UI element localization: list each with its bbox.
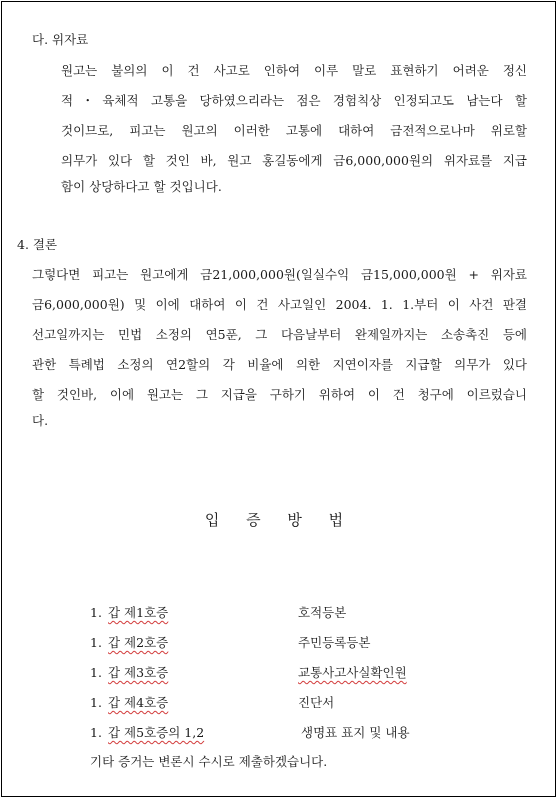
paragraph-line: 할 것인바, 이에 원고는 그 지급을 구하기 위하여 이 건 청구에 이르렀습니 (32, 387, 527, 402)
paragraph-line: 함이 상당하다고 할 것입니다. (61, 179, 222, 194)
evidence-label: 갑 제2호증 (108, 635, 169, 650)
paragraph-line: 그렇다면 피고는 원고에게 금21,000,000원(일실수익 금15,000,000원 + 위자료 (32, 267, 527, 282)
evidence-label: 갑 제3호증 (108, 665, 169, 680)
evidence-number: 1. (90, 725, 102, 740)
evidence-label: 갑 제5호증의 1,2 (108, 725, 205, 740)
evidence-number: 1. (90, 635, 102, 650)
paragraph-line: 의무가 있다 할 것인 바, 원고 홍길동에게 금6,000,000원의 위자료를 지급 (61, 153, 527, 168)
evidence-label: 갑 제4호증 (108, 695, 169, 710)
section-heading-consolation: 다. 위자료 (32, 32, 89, 47)
evidence-description: 주민등록등본 (298, 635, 371, 650)
section-heading-conclusion: 4. 결론 (17, 237, 58, 252)
evidence-title: 입 증 방 법 (204, 511, 355, 529)
paragraph-line: 다. (32, 413, 49, 428)
closing-statement: 기타 증거는 변론시 수시로 제출하겠습니다. (90, 754, 328, 769)
evidence-description: 진단서 (298, 695, 335, 710)
paragraph-line: 금6,000,000원) 및 이에 대하여 이 건 사고일인 2004. 1. 1.부터 이 사건 판결 (32, 297, 527, 312)
paragraph-line: 것이므로, 피고는 원고의 이러한 고통에 대하여 금전적으로나마 위로할 (61, 123, 527, 138)
evidence-number: 1. (90, 605, 102, 620)
evidence-label: 갑 제1호증 (108, 605, 169, 620)
evidence-number: 1. (90, 665, 102, 680)
paragraph-line: 적・육체적 고통을 당하였으리라는 점은 경험칙상 인정되고도 남는다 할 (61, 93, 527, 108)
evidence-number: 1. (90, 695, 102, 710)
evidence-description: 생명표 표지 및 내용 (301, 725, 410, 740)
evidence-description: 호적등본 (298, 605, 347, 620)
paragraph-line: 원고는 불의의 이 건 사고로 인하여 이루 말로 표현하기 어려운 정신 (61, 63, 527, 78)
paragraph-line: 관한 특례법 소정의 연2할의 각 비율에 의한 지연이자를 지급할 의무가 있다 (32, 357, 527, 372)
paragraph-line: 선고일까지는 민법 소정의 연5푼, 그 다음날부터 완제일까지는 소송촉진 등에 (32, 327, 527, 342)
evidence-description: 교통사고사실확인원 (298, 665, 407, 680)
